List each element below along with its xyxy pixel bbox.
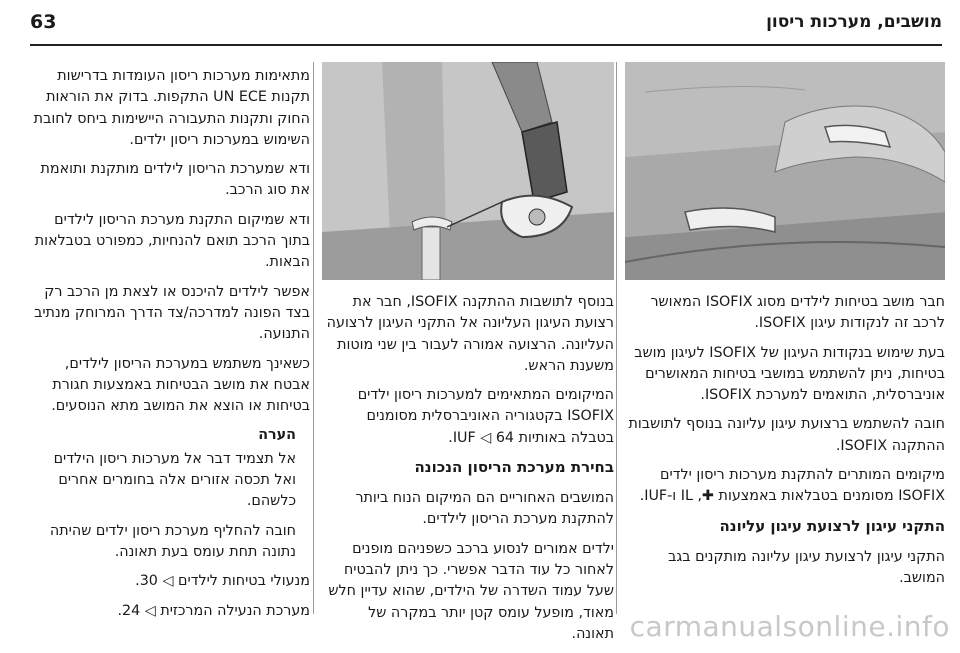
text-paragraph: מתאימות מערכות ריסון העומדות בדרישות תקנות UN ECE התקפות. בדוק את הוראות החוק ותקנות התעבורה היישימות ביחס לחובת השימוש במערכות ריסון ילדים.: [33, 68, 310, 148]
text-paragraph: המיקומים המתאימים למערכות ריסון ילדים ISOFIX בקטגוריה האוניברסלית מסומנים בטבלה באותיות IUF ◁ 64.: [357, 387, 614, 446]
page-number: 63: [30, 11, 57, 33]
text-paragraph: חובה להשתמש ברצועת עיגון עליונה בנוסף לתושבות ההתקנה ISOFIX.: [628, 416, 945, 454]
text-paragraph: אפשר לילדים להיכנס או לצאת מן הרכב רק בצד הפונה למדרכה/צד הדרך המרוחק מנתיב התנועה.: [34, 283, 310, 343]
text-paragraph: בנוסף לתושבות ההתקנה ISOFIX, חבר את רצועת העיגון העליונה אל התקני העיגון לרצועה העליונה. הרצועה אמורה לעבור בין שני מוטות משענת הראש.: [326, 294, 614, 374]
text-paragraph: ודא שמערכת הריסון לילדים מותקנת ותואמת את סוג הרכב.: [40, 161, 310, 199]
section-heading: התקני עיגון לרצועת עיגון עליונה: [719, 516, 945, 535]
text-paragraph: התקני עיגון לרצועת עיגון עליונה מותקנים בגב המושב.: [668, 548, 945, 586]
top-tether-photo: [322, 62, 614, 280]
section-heading: בחירת מערכת הריסון הנכונה: [414, 458, 614, 477]
column-divider-right: [616, 62, 617, 614]
cross-reference: מערכת הנעילה המרכזית ◁ 24.: [117, 602, 310, 619]
cross-reference: מנעולי בטיחות לילדים ◁ 30.: [135, 573, 310, 590]
watermark: carmanualsonline.info: [629, 610, 950, 643]
column-left: [28, 66, 310, 630]
isofix-anchor-photo: [625, 62, 945, 280]
text-paragraph: מיקומים המותרים להתקנת מערכות ריסון ילדים ISOFIX מסומנים בטבלאות באמצעות ✚, IL ו-IUF.: [639, 467, 945, 505]
note-paragraph: אל תצמיד דבר אל מערכות ריסון הילדים ואל תכסה אזורים אלה בחומרים אחרים כלשהם.: [53, 450, 296, 510]
text-paragraph: בעת שימוש בנקודות העיגון של ISOFIX לעיגון מושב בטיחות, ניתן להשתמש במושבי בטיחות המאושרים אוניברסלית, התואמים למערכת ISOFIX.: [634, 344, 945, 404]
note-title: הערה: [258, 427, 296, 444]
page-header: [0, 0, 960, 44]
column-right: [625, 62, 945, 597]
text-paragraph: חבר מושב בטיחות לילדים מסוג ISOFIX המאושר לרכב זה לנקודות עיגון ISOFIX.: [650, 294, 945, 332]
text-paragraph: כשאינך משתמש במערכת הריסון לילדים, אבטח את מושב הבטיחות באמצעות חגורת בטיחות או הוצא את המושב מתא הנוסעים.: [51, 355, 310, 415]
note-paragraph: חובה להחליף מערכת ריסון ילדים שהיתה נתונה תחת עומס בעת תאונה.: [49, 522, 296, 560]
page-title: מושבים, מערכות ריסון: [766, 12, 942, 32]
text-paragraph: ילדים אמורים לנסוע ברכב כשפניהם מופנים לאחור כל עוד הדבר אפשרי. כך ניתן להבטיח שעל עמוד השדרה של הילדים, שהוא עדיין חלש מאוד, מופעל עומס קטן יותר במקרה של תאונה.: [328, 540, 614, 642]
column-middle: [322, 62, 614, 653]
header-rule: [30, 44, 942, 46]
column-divider-left: [313, 62, 314, 614]
text-paragraph: המושבים האחוריים הם המיקום הנוח ביותר להתקנת מערכת הריסון לילדים.: [355, 490, 614, 528]
text-paragraph: ודא שמיקום התקנת מערכת הריסון לילדים בתוך הרכב תואם להנחיות, כמפורט בטבלאות הבאות.: [34, 211, 310, 271]
